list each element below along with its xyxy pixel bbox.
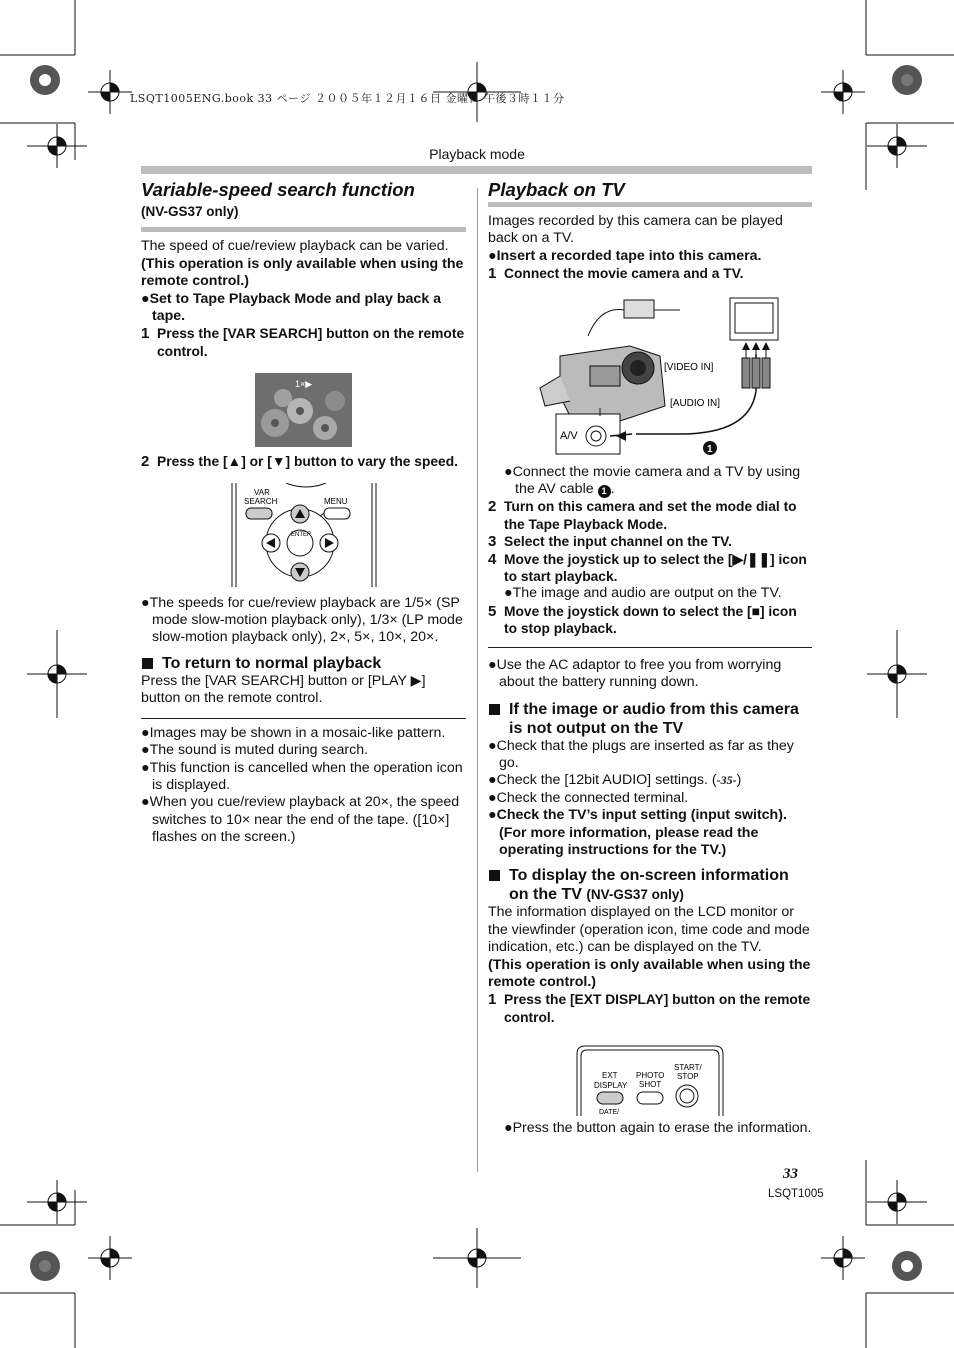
list-item: ●Check that the plugs are inserted as far as they go. bbox=[488, 737, 794, 771]
model-note: (NV-GS37 only) bbox=[141, 204, 239, 219]
trouble-heading bbox=[488, 700, 812, 738]
osd-heading-wrap bbox=[509, 866, 812, 904]
osd-heading-text: To display the on-screen information on the TV bbox=[509, 867, 789, 904]
print-metadata-line: LSQT1005ENG.book 33 ページ ２００５年１２月１６日 金曜日 午後３時１１分 bbox=[130, 92, 565, 105]
connect-note-text: ●Connect the movie camera and a TV by using the AV cable bbox=[504, 463, 801, 498]
speeds-note: ●The speeds for cue/review playback are 1/5× (SP mode slow-motion playback only), 1/3× (LP mode slow-motion playback only), 2×, 5×, 10×, 20×. bbox=[141, 594, 463, 646]
osd-heading bbox=[488, 866, 812, 904]
display-label: DISPLAY bbox=[594, 1081, 628, 1091]
connect-note bbox=[488, 464, 812, 499]
ext-display-button[interactable] bbox=[597, 1092, 623, 1104]
page-number: 33 bbox=[783, 1166, 798, 1182]
intro-text: Images recorded by this camera can be played back on a TV. bbox=[488, 213, 783, 247]
var-search-button[interactable] bbox=[246, 508, 272, 519]
list-item bbox=[488, 772, 812, 789]
step-text: Move the joystick up to select the [▶/❚❚] icon to start playback. bbox=[504, 551, 807, 585]
step-number: 2 bbox=[488, 498, 497, 516]
running-head: Playback mode bbox=[429, 146, 525, 162]
screen-speed-label: 1×▶ bbox=[295, 379, 313, 390]
osd-remote-note: (This operation is only available when using the remote control.) bbox=[488, 956, 811, 990]
step-text: Move the joystick down to select the [■] icon to stop playback. bbox=[504, 603, 797, 637]
callout-number: 1 bbox=[707, 443, 713, 455]
section-rule bbox=[141, 227, 466, 232]
intro-text: The speed of cue/review playback can be varied. bbox=[141, 238, 449, 255]
remote-only-note: (This operation is only available when using the remote control.) bbox=[141, 255, 464, 290]
notes-rule bbox=[141, 718, 466, 719]
remote-var-search-figure bbox=[228, 483, 380, 587]
list-item: ●When you cue/review playback at 20×, the speed switches to 10× near the end of the tape. ([10×] flashes on the screen.) bbox=[141, 794, 460, 846]
photo-label: PHOTO bbox=[636, 1071, 665, 1081]
step-number: 1 bbox=[488, 265, 497, 283]
step-text: Select the input channel on the TV. bbox=[504, 534, 732, 550]
step-2 bbox=[488, 498, 812, 533]
ext-label: EXT bbox=[602, 1071, 618, 1081]
square-bullet-icon bbox=[489, 870, 500, 881]
left-column bbox=[141, 178, 466, 847]
step-number: 1 bbox=[141, 325, 150, 343]
date-label: DATE/ bbox=[599, 1109, 620, 1117]
document-code: LSQT1005 bbox=[768, 1188, 824, 1200]
video-in-label: [VIDEO IN] bbox=[664, 361, 714, 373]
callout-1-icon: 1 bbox=[598, 485, 611, 498]
column-divider bbox=[477, 188, 478, 1172]
start-label: START/ bbox=[674, 1063, 702, 1073]
step-number: 2 bbox=[141, 453, 150, 471]
step4-note: ●The image and audio are output on the TV. bbox=[504, 585, 782, 602]
square-bullet-icon bbox=[142, 658, 153, 669]
osd-note: ●Press the button again to erase the information. bbox=[504, 1120, 812, 1137]
list-item: ●Check the connected terminal. bbox=[488, 789, 689, 806]
return-text: Press the [VAR SEARCH] button or [PLAY ▶] button on the remote control. bbox=[141, 672, 426, 707]
step-text: Press the [EXT DISPLAY] button on the remote control. bbox=[504, 992, 811, 1025]
remote-ext-display-figure bbox=[575, 1044, 725, 1116]
section-title-variable-speed: Variable-speed search function bbox=[141, 179, 415, 200]
section-title-playback-on-tv: Playback on TV bbox=[488, 179, 625, 200]
return-heading bbox=[141, 654, 466, 673]
trouble-heading-text: If the image or audio from this camera is not output on the TV bbox=[509, 700, 799, 737]
step-number: 4 bbox=[488, 550, 497, 568]
playback-screen-figure bbox=[255, 373, 352, 447]
header-bar bbox=[141, 166, 812, 174]
square-bullet-icon bbox=[489, 704, 500, 715]
osd-heading-model: (NV-GS37 only) bbox=[586, 887, 684, 903]
section-rule bbox=[488, 202, 812, 207]
av-label: A/V bbox=[560, 429, 578, 442]
audio-in-label: [AUDIO IN] bbox=[670, 397, 721, 409]
step-1 bbox=[488, 265, 812, 282]
enter-label: ENTER bbox=[290, 531, 311, 538]
var-label: VAR bbox=[253, 487, 270, 497]
list-item: ●The sound is muted during search. bbox=[141, 742, 369, 759]
step-3 bbox=[488, 533, 812, 550]
menu-button[interactable] bbox=[324, 508, 350, 519]
notes-list bbox=[141, 725, 466, 847]
step-text: Press the [VAR SEARCH] button on the remote control. bbox=[157, 326, 465, 359]
page-reference-link[interactable]: -35- bbox=[716, 773, 737, 788]
list-item: ●Images may be shown in a mosaic-like pattern. bbox=[141, 724, 446, 741]
notes-rule bbox=[488, 647, 812, 648]
step-1 bbox=[141, 325, 466, 360]
right-column bbox=[488, 178, 812, 1138]
step-2 bbox=[141, 453, 466, 470]
prep-note: ●Insert a recorded tape into this camera. bbox=[488, 247, 762, 264]
step-number: 1 bbox=[488, 991, 497, 1009]
photo-shot-button[interactable] bbox=[637, 1092, 663, 1104]
step-5 bbox=[488, 603, 812, 638]
tv-connection-figure bbox=[520, 296, 780, 458]
shot-label: SHOT bbox=[639, 1080, 662, 1090]
step-number: 5 bbox=[488, 602, 497, 620]
return-heading-text: To return to normal playback bbox=[162, 654, 382, 672]
step-text: Connect the movie camera and a TV. bbox=[504, 266, 744, 282]
osd-step-1 bbox=[488, 991, 812, 1026]
ac-note: ●Use the AC adaptor to free you from worrying about the battery running down. bbox=[488, 656, 782, 691]
menu-label: MENU bbox=[323, 496, 348, 506]
search-label: SEARCH bbox=[243, 496, 277, 506]
list-item-text-end: ) bbox=[736, 772, 742, 789]
connect-note-end: . bbox=[610, 481, 615, 498]
step-text: Press the [▲] or [▼] button to vary the speed. bbox=[157, 454, 458, 470]
list-item: ●This function is cancelled when the operation icon is displayed. bbox=[141, 759, 463, 793]
stop-label: STOP bbox=[677, 1072, 699, 1082]
prep-note: ●Set to Tape Playback Mode and play back a tape. bbox=[141, 290, 442, 325]
ac-adaptor-icon bbox=[624, 300, 654, 318]
step-text: Turn on this camera and set the mode dial to the Tape Playback Mode. bbox=[504, 499, 797, 532]
step-4 bbox=[488, 551, 812, 586]
list-item: ●Check the TV’s input setting (input switch). (For more information, please read the operating instructions for the TV.) bbox=[488, 807, 787, 858]
osd-text: The information displayed on the LCD monitor or the viewfinder (operation icon, time code and mode indication, etc.) can be displayed on the TV. bbox=[488, 904, 810, 956]
list-item-text: ●Check the [12bit AUDIO] settings. ( bbox=[488, 772, 717, 789]
step-number: 3 bbox=[488, 533, 497, 551]
